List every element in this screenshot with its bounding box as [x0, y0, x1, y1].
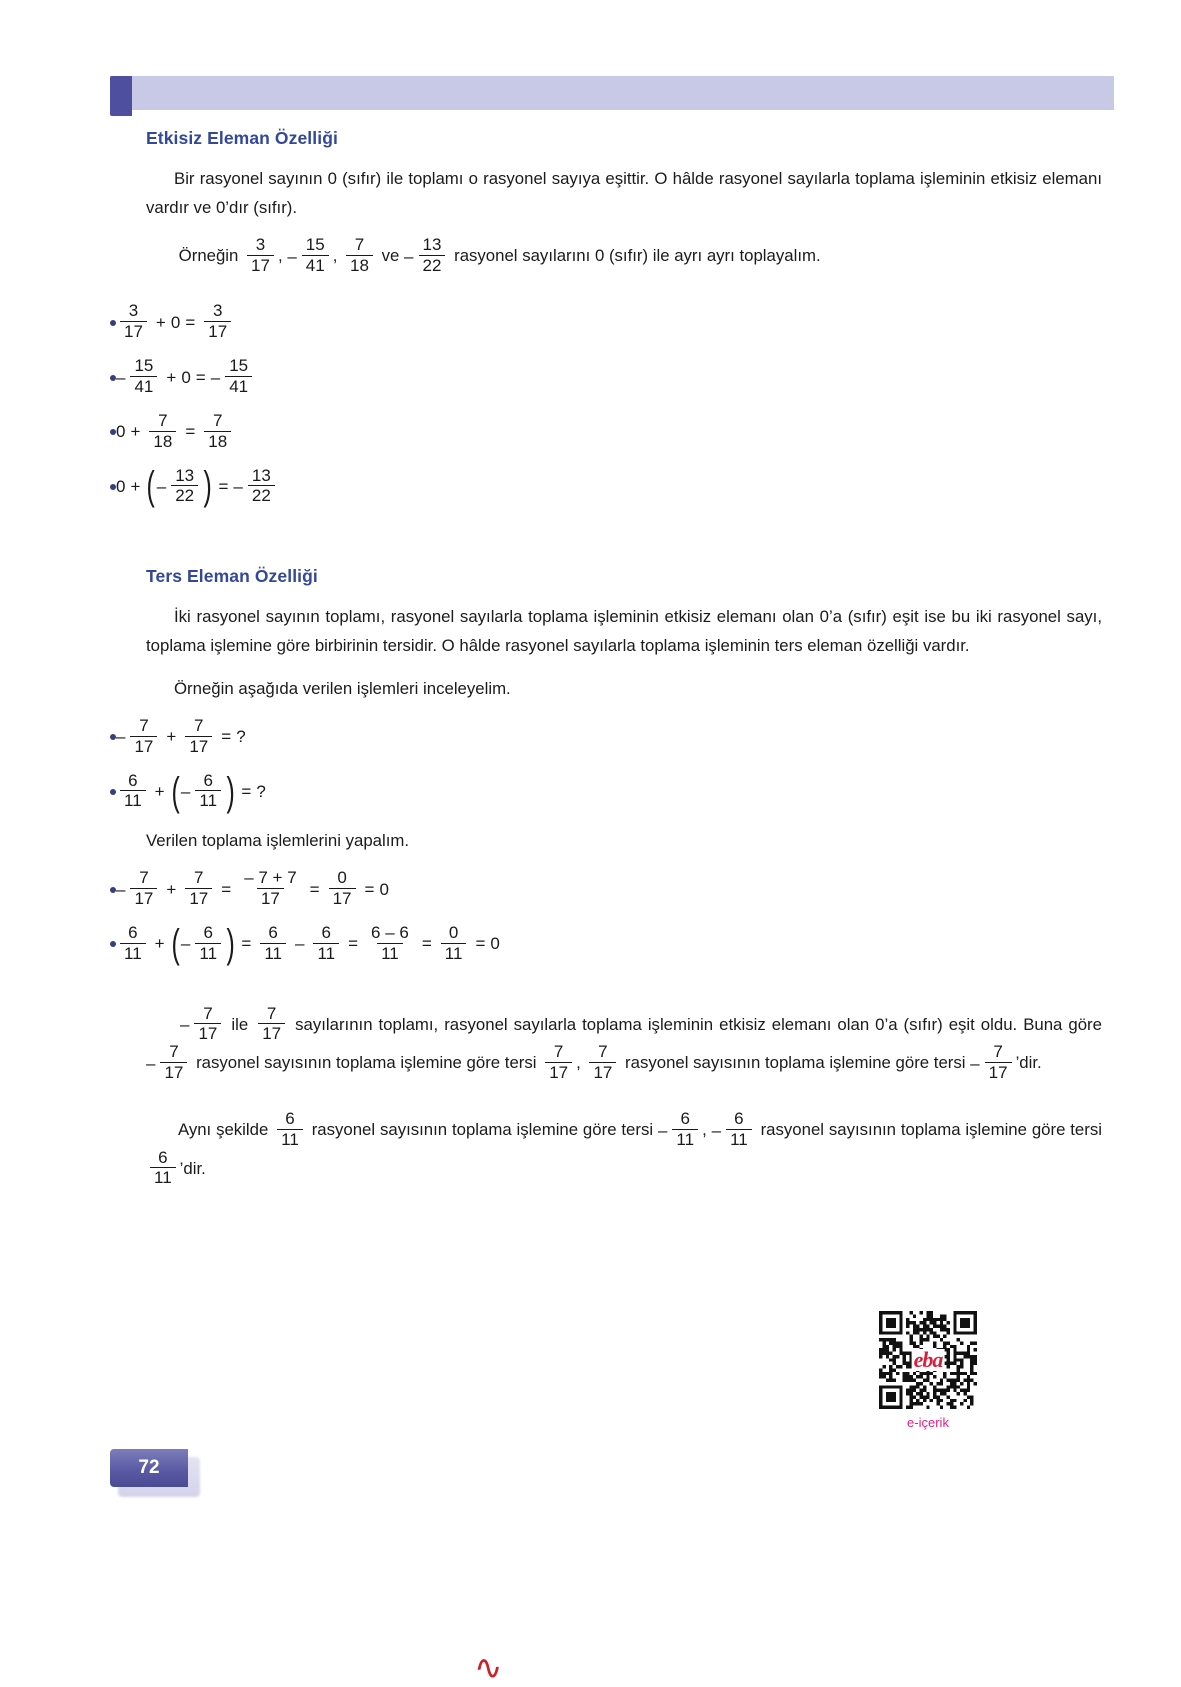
math-operator: = — [348, 934, 359, 954]
fraction-numerator: 6 — [203, 770, 213, 790]
fraction-denominator: 18 — [149, 431, 176, 451]
fraction-denominator: 17 — [204, 321, 231, 341]
fraction-numerator: 6 — [268, 922, 278, 942]
math-operator: = — [218, 476, 229, 496]
paragraph-etkisiz-intro: Bir rasyonel sayının 0 (sıfır) ile toplamı o rasyonel sayıya eşittir. O hâlde rasyonel sayılarla toplama işleminin etkisiz elemanı vardır ve 0’dır (sıfır). — [146, 169, 1102, 217]
fraction — [171, 467, 198, 506]
qr-code-image[interactable] — [879, 1311, 977, 1409]
fraction-denominator: 41 — [225, 376, 252, 396]
fraction-denominator: 17 — [185, 888, 212, 908]
conc2-frac-neg-6-11-b: – $\frac{6}{11}$ — [658, 1111, 702, 1150]
page-number-badge: 72 — [110, 1449, 188, 1487]
math-operator: + — [154, 781, 165, 801]
fraction — [130, 357, 157, 396]
fraction-numerator: 6 – 6 — [371, 922, 409, 942]
conc2-t5: ’dir. — [179, 1158, 206, 1178]
conc2-frac-6-11-d: $\frac{6}{11}$ — [146, 1150, 180, 1189]
conc1-frac-neg-7-17: – $\frac{7}{17}$ — [180, 1006, 225, 1045]
conc1-t1: ile — [231, 1014, 249, 1034]
fraction-numerator: 0 — [448, 922, 459, 942]
math-term: 0 — [379, 879, 389, 899]
conc1-t6: ’dir. — [1015, 1053, 1042, 1072]
paragraph-ters-do-ops: Verilen toplama işlemlerini yapalım. — [146, 831, 410, 851]
inline-frac-neg-15-41: – $\frac{15}{41}$ — [287, 237, 332, 276]
equation-list-item — [110, 715, 1110, 757]
right-paren: ) — [226, 769, 235, 814]
fraction — [120, 772, 146, 811]
math-operator: = — [241, 934, 252, 954]
math-term: ? — [256, 781, 266, 801]
fraction-denominator: 22 — [248, 485, 275, 505]
right-paren: ) — [226, 921, 235, 966]
fraction-numerator: 7 — [194, 715, 204, 735]
fraction-numerator: 7 — [139, 715, 149, 735]
bottom-red-mark: ∿ — [474, 1650, 503, 1687]
fraction — [313, 924, 339, 963]
math-term: 0 — [116, 476, 126, 496]
equation-list-solutions — [110, 868, 1110, 966]
equation-q-6-11 — [116, 769, 266, 814]
math-term: 0 — [170, 312, 181, 332]
equation-eq-15-41 — [116, 358, 256, 397]
fraction — [130, 717, 157, 756]
inline-frac-3-17: $\frac{3}{17}$ — [243, 237, 278, 276]
conc1-t5: rasyonel sayısının toplama işlemine göre tersi — [625, 1053, 966, 1072]
fraction — [329, 869, 356, 908]
conc1-frac-7-17-e: $\frac{7}{17}$ — [585, 1044, 620, 1083]
fraction-denominator: 41 — [130, 376, 157, 396]
conc1-t2: sayılarının toplamı, rasyonel sayılarla toplama işleminin etkisiz elemanı olan 0’a (sıfır) eşit oldu. Buna göre — [295, 1014, 1102, 1034]
conc1-frac-neg-7-17-c: – $\frac{7}{17}$ — [146, 1044, 191, 1083]
math-sign: – — [116, 879, 126, 899]
left-paren: ( — [171, 769, 180, 814]
fraction — [248, 467, 275, 506]
fraction — [185, 869, 212, 908]
fraction-denominator: 17 — [120, 321, 147, 341]
fraction-denominator: 11 — [260, 943, 286, 963]
example-conjunction: ve — [381, 245, 400, 265]
math-term: ? — [236, 727, 246, 747]
fraction-numerator: 7 — [194, 868, 204, 888]
fraction-numerator: 3 — [128, 301, 139, 321]
header-band — [110, 76, 1114, 110]
example-tail: rasyonel sayılarını 0 (sıfır) ile ayrı ayrı toplayalım. — [454, 245, 821, 265]
fraction-denominator: 17 — [257, 888, 284, 908]
math-operator: = — [185, 422, 196, 442]
fraction-numerator: 7 — [139, 868, 149, 888]
fraction-denominator: 11 — [195, 943, 221, 963]
equation-sol-6-11 — [116, 921, 500, 966]
paragraph-conclusion-6-11 — [110, 1108, 1110, 1188]
fraction — [367, 924, 413, 963]
fraction-numerator: 13 — [175, 465, 195, 485]
section-title-etkisiz: Etkisiz Eleman Özelliği — [146, 128, 338, 148]
fraction-numerator: 6 — [128, 922, 138, 942]
equation-list-item — [110, 870, 1110, 909]
fraction-denominator: 11 — [195, 790, 221, 810]
math-operator: = — [185, 312, 196, 332]
equation-list-item — [110, 358, 1110, 397]
fraction-numerator: 7 — [212, 410, 223, 430]
equation-list-questions — [110, 715, 1110, 814]
header-tab-marker — [110, 76, 132, 116]
math-sign: – — [116, 367, 126, 387]
fraction-denominator: 11 — [120, 943, 146, 963]
inline-frac-neg-13-22: – $\frac{13}{22}$ — [404, 237, 449, 276]
fraction — [120, 302, 147, 341]
math-operator: + — [166, 367, 177, 387]
inline-frac-7-18: $\frac{7}{18}$ — [342, 237, 377, 276]
fraction-numerator: 15 — [134, 356, 154, 376]
conc2-frac-6-11-a: $\frac{6}{11}$ — [273, 1111, 307, 1150]
conc1-t3: rasyonel sayısının toplama işlemine göre tersi — [196, 1053, 537, 1072]
fraction-numerator: 0 — [337, 868, 347, 888]
fraction-numerator: 13 — [251, 465, 271, 485]
fraction — [260, 924, 286, 963]
math-operator: + — [154, 934, 165, 954]
math-operator: = — [475, 934, 486, 954]
fraction — [225, 357, 252, 396]
math-sign: – — [180, 781, 191, 801]
conc2-frac-neg-6-11-c: – $\frac{6}{11}$ — [712, 1111, 756, 1150]
conc2-t2: rasyonel sayısının toplama işlemine göre tersi — [311, 1119, 654, 1139]
equation-sol-7-17 — [116, 870, 389, 909]
math-operator: = — [221, 727, 232, 747]
fraction — [240, 869, 300, 908]
example-sep-2: , — [332, 245, 338, 265]
fraction-denominator: 18 — [204, 431, 231, 451]
math-operator: + — [130, 422, 141, 442]
conc2-t3: , — [702, 1119, 707, 1139]
equation-list-item — [110, 921, 1110, 966]
fraction-numerator: – 7 + 7 — [244, 868, 297, 888]
equation-list-item — [110, 410, 1110, 452]
fraction — [185, 717, 212, 756]
conc1-frac-7-17-d: $\frac{7}{17}$ — [541, 1044, 576, 1083]
fraction-denominator: 17 — [130, 888, 157, 908]
paragraph-ters-intro: İki rasyonel sayının toplamı, rasyonel sayılarla toplama işleminin etkisiz elemanı olan 0’a (sıfır) eşit ise bu iki rasyonel sayı, toplama işlemine göre birbirinin tersidir. O hâlde rasyonel sayılarla toplama işleminin ters eleman özelliği vardır. — [146, 607, 1102, 656]
section-title-ters: Ters Eleman Özelliği — [146, 566, 318, 587]
fraction — [204, 412, 231, 451]
right-paren: ) — [203, 464, 212, 509]
equation-list-item — [110, 769, 1110, 814]
equation-eq-3-17 — [116, 303, 235, 342]
qr-caption: e-içerik — [907, 1415, 949, 1430]
conc1-t4: , — [576, 1053, 581, 1072]
fraction-denominator: 11 — [377, 943, 403, 963]
fraction-denominator: 11 — [441, 943, 467, 963]
conc2-t4: rasyonel sayısının toplama işlemine göre tersi — [760, 1119, 1102, 1139]
math-term: 0 — [116, 422, 126, 442]
fraction — [195, 772, 221, 811]
math-term: 0 — [181, 367, 191, 387]
math-operator: = — [195, 367, 206, 387]
math-sign: – — [180, 934, 191, 954]
fraction-denominator: 11 — [313, 943, 339, 963]
fraction — [149, 412, 176, 451]
math-operator: = — [309, 879, 320, 899]
conc2-t1: Aynı şekilde — [177, 1119, 269, 1139]
math-operator: + — [166, 879, 177, 899]
math-sign: – — [156, 476, 167, 496]
math-operator: + — [166, 727, 177, 747]
fraction-numerator: 3 — [212, 301, 223, 321]
fraction — [195, 924, 221, 963]
equation-list-item — [110, 464, 1110, 509]
math-operator: + — [130, 476, 141, 496]
equation-list-item — [110, 303, 1110, 342]
fraction — [204, 302, 231, 341]
equation-q-7-17 — [116, 715, 246, 757]
math-operator: = — [421, 934, 432, 954]
paragraph-ters-example-intro: Örneğin aşağıda verilen işlemleri inceleyelim. — [174, 679, 511, 698]
math-operator: = — [221, 879, 232, 899]
page-content — [110, 128, 1110, 1202]
math-operator: = — [364, 879, 375, 899]
math-operator: = — [241, 781, 252, 801]
math-operator: + — [155, 312, 166, 332]
example-sep-1: , — [277, 245, 283, 265]
equation-eq-7-18 — [116, 410, 235, 452]
fraction-numerator: 6 — [203, 922, 213, 942]
fraction-denominator: 11 — [120, 790, 146, 810]
fraction — [130, 869, 157, 908]
example-lead: Örneğin — [178, 245, 239, 265]
fraction-denominator: 17 — [185, 736, 212, 756]
conc1-frac-neg-7-17-f: – $\frac{7}{17}$ — [970, 1044, 1015, 1083]
fraction-numerator: 6 — [321, 922, 331, 942]
math-term: 0 — [490, 934, 500, 954]
eba-logo: eba — [913, 1347, 943, 1372]
paragraph-conclusion-7-17 — [110, 1003, 1110, 1083]
math-sign: – — [116, 727, 126, 747]
math-sign: – — [210, 367, 221, 387]
fraction-denominator: 17 — [329, 888, 356, 908]
fraction-numerator: 15 — [229, 356, 249, 376]
left-paren: ( — [146, 464, 156, 509]
math-operator: – — [294, 934, 305, 954]
fraction — [441, 924, 467, 963]
fraction-denominator: 17 — [130, 736, 157, 756]
fraction — [120, 924, 146, 963]
fraction-numerator: 6 — [128, 770, 138, 790]
equation-eq-13-22 — [116, 464, 279, 509]
conc1-frac-7-17-b: $\frac{7}{17}$ — [254, 1006, 289, 1045]
left-paren: ( — [171, 921, 180, 966]
math-sign: – — [233, 476, 243, 496]
fraction-numerator: 7 — [158, 410, 168, 430]
qr-code-block[interactable] — [879, 1311, 977, 1430]
fraction-denominator: 22 — [171, 485, 198, 505]
paragraph-etkisiz-example — [110, 234, 1110, 276]
equation-list-etkisiz — [110, 301, 1110, 509]
